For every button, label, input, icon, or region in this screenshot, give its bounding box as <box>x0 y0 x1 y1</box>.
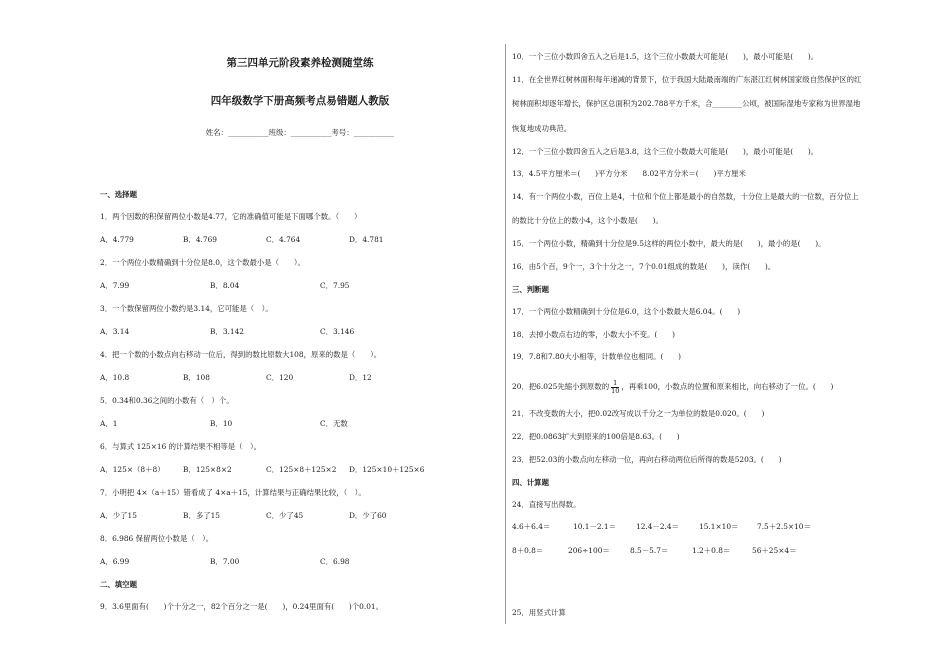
question-5: 5．0.34和0.36之间的小数有（ ）个。 <box>100 396 234 405</box>
right-column <box>512 0 932 672</box>
options-row-4 <box>100 373 500 385</box>
question-7: 7．小明把 4×（a＋15）错看成了 4×a＋15，计算结果与正确结果比较，（ ）。 <box>100 488 366 497</box>
section-heading-judge: 三、判断题 <box>512 285 549 294</box>
option-d: D．少了60 <box>349 511 387 520</box>
calc-item: 12.4－2.4＝ <box>636 522 679 531</box>
calc-item: 10.1－2.1＝ <box>573 522 616 531</box>
option-b: B．10 <box>210 419 233 428</box>
worksheet-subtitle: 四年级数学下册高频考点易错题人教版 <box>210 95 390 107</box>
option-c: C．7.95 <box>320 281 350 290</box>
calc-item: 206÷100＝ <box>568 546 610 555</box>
worksheet-title: 第三四单元阶段素养检测随堂练 <box>226 57 374 69</box>
left-column <box>100 0 500 672</box>
option-b: B．4.769 <box>183 235 217 244</box>
question-10: 10．一个三位小数四舍五入之后是1.5，这个三位小数最大可能是( )，最小可能是( )。 <box>512 52 819 61</box>
option-b: B．8.04 <box>210 281 240 290</box>
option-a: A．4.779 <box>100 235 134 244</box>
question-6: 6．与算式 125×16 的计算结果不相等是（ ）。 <box>100 442 262 451</box>
calc-item: 15.1×10＝ <box>699 522 739 531</box>
options-row-5 <box>100 419 500 431</box>
question-11-line-3: 恢复地成功典范。 <box>512 124 572 133</box>
option-c: C．125×8＋125×2 <box>266 465 337 474</box>
question-14-line-1: 14．有一个两位小数，百位上是4，十位和个位上都是最小的自然数，十分位上是最大的一位数，百分位上 <box>512 192 859 201</box>
option-c: C．120 <box>266 373 294 382</box>
section-heading-choice: 一、选择题 <box>100 190 137 199</box>
option-c: C．6.98 <box>320 557 350 566</box>
option-a: A．10.8 <box>100 373 130 382</box>
option-b: B．7.00 <box>210 557 240 566</box>
option-b: B．3.142 <box>210 327 244 336</box>
option-c: C．少了45 <box>266 511 304 520</box>
calc-item: 4.6＋6.4＝ <box>512 522 551 531</box>
section-heading-fill: 二、填空题 <box>100 580 137 589</box>
option-a: A．1 <box>100 419 118 428</box>
section-heading-calc: 四、计算题 <box>512 478 549 487</box>
question-2: 2．一个两位小数精确到十分位是8.0，这个数最小是（ ）。 <box>100 258 305 267</box>
question-25: 25．用竖式计算 <box>512 608 566 617</box>
option-c: C．4.764 <box>266 235 301 244</box>
option-d: D．4.781 <box>349 235 384 244</box>
option-b: B．125×8×2 <box>183 465 232 474</box>
options-row-8 <box>100 557 500 569</box>
option-b: B．108 <box>183 373 210 382</box>
calc-item: 7.5＋2.5×10＝ <box>757 522 811 531</box>
question-4: 4．把一个数的小数点向右移动一位后，得到的数比原数大108，原来的数是（ ）。 <box>100 350 382 359</box>
question-11-line-2: 树林面积却逐年增长，保护区总面积为202.788平方千米，合________公顷，被国际湿地专家称为世界湿地 <box>512 99 861 108</box>
option-a: A．7.99 <box>100 281 130 290</box>
question-16: 16．由5个百，9个一，3个十分之一，7个0.01组成的数是( )，读作( )。 <box>512 262 776 271</box>
option-a: A．3.14 <box>100 327 130 336</box>
question-18: 18．去掉小数点右边的零，小数大小不变。( ) <box>512 330 675 339</box>
question-12: 12．一个三位小数四舍五入之后是3.8，这个三位小数最大可能是( )，最小可能是( )。 <box>512 147 819 156</box>
option-d: D．12 <box>349 373 372 382</box>
calc-item: 8.5－5.7＝ <box>630 546 669 555</box>
option-c: C．无数 <box>320 419 348 428</box>
question-21: 21．不改变数的大小，把0.02改写成以千分之一为单位的数是0.020。( ) <box>512 409 765 418</box>
option-b: B．多了15 <box>183 511 221 520</box>
question-15: 15．一个两位小数，精确到十分位是9.5这样的两位小数中，最大的是( )，最小的是( )。 <box>512 239 826 248</box>
options-row-7 <box>100 511 500 523</box>
question-8: 8．6.986 保留两位小数是（ ）。 <box>100 534 214 543</box>
student-info-line: 姓名：___________班级：___________考号：___________ <box>205 128 395 137</box>
question-24: 24．直接写出得数。 <box>512 500 581 509</box>
question-20 <box>512 380 833 394</box>
calc-item: 8＋0.8＝ <box>512 546 544 555</box>
fraction <box>611 380 619 394</box>
fraction-numerator: 1 <box>611 380 619 388</box>
question-11-line-1: 11．在全世界红树林面积每年递减的背景下，位于我国大陆最南端的广东湛江红树林国家级自然保护区的红 <box>512 75 862 84</box>
question-13: 13．4.5平方厘米＝( )平方分米 8.02平方分米＝( )平方厘米 <box>512 169 746 178</box>
option-a: A．6.99 <box>100 557 130 566</box>
question-23: 23．把52.03的小数点向左移动一位，再向右移动两位后所得的数是5203。( ) <box>512 455 782 464</box>
fraction-denominator: 10 <box>611 386 620 395</box>
option-d: D．125×10＋125×6 <box>349 465 425 474</box>
options-row-1 <box>100 235 500 247</box>
option-a: A．125×（8＋8） <box>100 465 165 474</box>
question-20-part-2: ，再乘100，小数点的位置和原来相比，向右移动了一位。( ) <box>621 382 834 391</box>
question-22: 22．把0.0863扩大到原来的100倍是8.63。( ) <box>512 432 680 441</box>
options-row-2 <box>100 281 500 293</box>
calc-item: 56＋25×4＝ <box>752 546 797 555</box>
options-row-6 <box>100 465 500 477</box>
question-1: 1．两个因数的积保留两位小数是4.77，它的准确值可能是下面哪个数。（ ） <box>100 212 362 221</box>
option-c: C．3.146 <box>320 327 355 336</box>
question-14-line-2: 的数比十分位上的数小4，这个小数是( )。 <box>512 216 663 225</box>
question-19: 19．7.8和7.80大小相等，计数单位也相同。( ) <box>512 352 682 361</box>
calc-item: 1.2＋0.8＝ <box>692 546 731 555</box>
question-17: 17．一个两位小数精确到十分位是6.0，这个小数最大是6.04。( ) <box>512 307 741 316</box>
column-divider <box>505 44 506 624</box>
question-20-part-1: 20．把6.025先缩小到原数的 <box>512 382 610 391</box>
question-9: 9．3.6里面有( )个十分之一，82个百分之一是( )，0.24里面有( )个0.01。 <box>100 602 384 611</box>
option-a: A．少了15 <box>100 511 137 520</box>
options-row-3 <box>100 327 500 339</box>
question-3: 3．一个数保留两位小数约是3.14，它可能是（ ）。 <box>100 304 273 313</box>
